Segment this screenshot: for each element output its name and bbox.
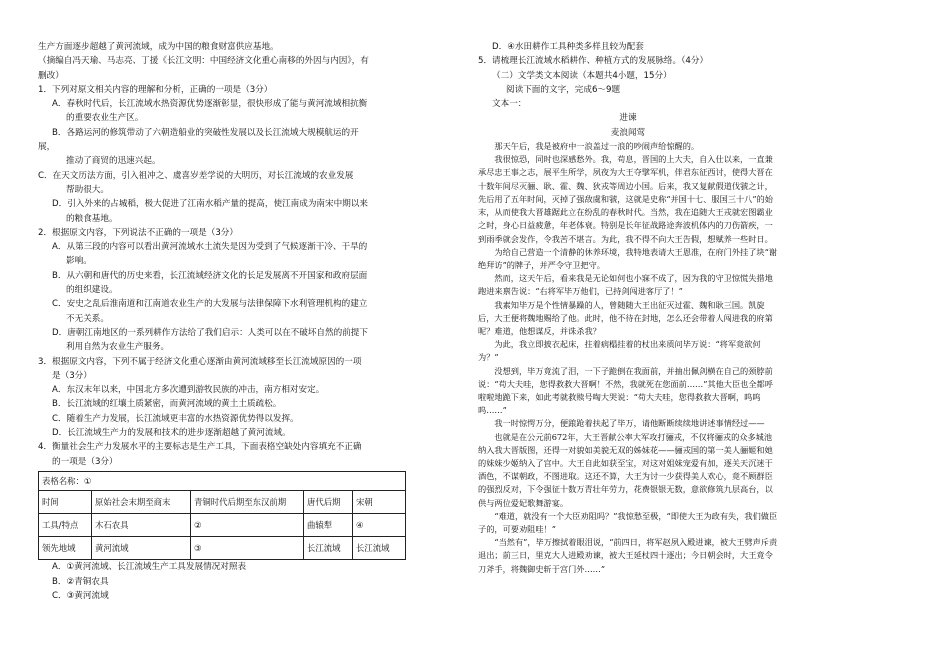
q1-option-c: C．在天文历法方面，引入祖冲之、虞喜岁差学说的大明历，对长江流域的农业发展	[38, 170, 354, 181]
q2-option-d: D．唐朝江南地区的一系列耕作方法给了我们启示：人类可以在不破坏自然的前提下	[52, 327, 368, 338]
q2-option-b: B．从六朝和唐代的历史来看，长江流域经济文化的长足发展离不开国家和政府层面	[52, 270, 368, 281]
citation-end: 删改）	[38, 70, 64, 81]
table-cell: 曲辕犁	[304, 514, 353, 537]
table-cell: 领先地域	[39, 537, 92, 560]
q2-option-a-cont: 影响。	[66, 256, 92, 267]
table-cell: 木石农具	[92, 514, 191, 537]
q4-option-a: A．①黄河流域、长江流域生产工具发展情况对照表	[52, 562, 247, 573]
story-paragraph: 没想到，毕万竟流了泪，一下子跪倒在我面前，并抽出佩剑横在自己的颈脖前说：“苟大夫哇，您得救救大晋啊！不然，我就死在您面前……”其他大臣也全都呼啦啦地跪下来，如此考就救赎号啕大哭说：“苟大夫哇，您得救救大晋啊，呜呜呜……”	[478, 365, 773, 416]
question-4-stem: 4．衡量社会生产力发展水平的主要标志是生产工具，下面表格空缺处内容填充不正确	[38, 442, 362, 453]
citation: （摘编自冯天瑜、马志亮、丁援《长江文明：中国经济文化重心南移的外因与内因》，有	[38, 56, 369, 67]
q4-option-c: C．③黄河流域	[52, 590, 109, 601]
q2-option-c: C．安史之乱后淮南道和江南道农业生产的大发展与法律保障下水利管理机构的建立	[52, 299, 368, 310]
question-5: 5．请梳理长江流域水稻耕作、种植方式的发展脉络。（4分）	[478, 56, 709, 67]
q1-option-d-cont: 的粮食基地。	[66, 213, 118, 224]
tool-table	[38, 471, 406, 560]
story-paragraph: “当然有”，毕万擦拭着眼泪说，“前四日，将军赵夙入殿进谏，被大王劈声斥责退出；前三日，里克大人进殿劝谏，被大王延杖四十逐出；今日朝会时，大王竟令刀斧手，将魏御史斩于宫门外……”	[478, 537, 778, 574]
q1-option-d: D．引入外来的占城稻，极大促进了江南水稻产量的提高，使江南成为南宋中期以来	[52, 199, 368, 210]
q4-option-d: D．④水田耕作工具种类多样且较为配套	[492, 42, 644, 52]
q3-option-d: D．长江流域生产力的发展和技术的进步逐渐超越了黄河流域。	[52, 428, 291, 439]
table-cell: 宋朝	[353, 491, 406, 514]
story-paragraph: “难道，就没有一个大臣劝阻吗？”我惊愁至极，“即使大王为政有失，我们做臣子的，可要劝阻哇！”	[478, 510, 778, 534]
q1-option-c-cont: 帮助很大。	[66, 184, 109, 195]
table-cell: 工具/特点	[39, 514, 92, 537]
q3-option-c: C．随着生产力发展，长江流域更丰富的水热资源优势得以发挥。	[52, 413, 299, 424]
table-cell: 青铜时代后期至东汉前期	[191, 491, 304, 514]
table-cell: ③	[191, 537, 304, 560]
q3-option-a: A．东汉末年以来，中国北方多次遭到游牧民族的冲击，南方相对安定。	[52, 385, 325, 396]
question-4-stem-cont: 的一项是（3分）	[52, 456, 118, 467]
q3-option-b: B．长江流域的红壤土质紧密，而黄河流域的黄土土质疏松。	[52, 399, 282, 410]
q1-option-a-cont: 的重要农业生产区。	[66, 113, 144, 124]
table-row	[39, 514, 406, 537]
q2-option-a: A．从第三段的内容可以看出黄河流域水土流失是因为受到了气候逐渐干冷、干旱的	[52, 242, 368, 253]
table-cell: 时间	[39, 491, 92, 514]
story-title: 进谏	[619, 113, 637, 124]
story-paragraph: 我素知毕万是个性情暴躁的人，曾随随大王出征灭过霍、魏和耿三国。凯旋后，大王便将魏地赐给了他。此时，他不待在封地，怎么还会带着人闯进我的府第呢？难道，他想谋反，并诛杀我？	[478, 299, 773, 336]
text-line: 生产方面逐步超越了黄河流域，成为中国的粮食财富供应基地。	[38, 42, 279, 52]
left-column	[38, 40, 410, 603]
text-label: 文本一：	[492, 99, 527, 110]
table-row	[39, 537, 406, 560]
story-paragraph: 然而，这天午后，看来我是无论如何也小寐不成了，因为我的守卫惊慌失措地跑进来禀告说：“右将军毕万他们，已持剑闯进客厅了！”	[478, 273, 773, 297]
table-cell: 唐代后期	[304, 491, 353, 514]
right-column	[478, 40, 778, 576]
table-title: 表格名称：①	[39, 471, 406, 490]
q2-option-b-cont: 的组织建设。	[66, 285, 118, 296]
question-1-stem: 1．下列对原文相关内容的理解和分析，正确的一项是（3分）	[38, 84, 273, 95]
section-heading: （二）文学类文本阅读（本题共4小题，15分）	[492, 70, 672, 81]
table-cell: 长江流域	[353, 537, 406, 560]
table-cell: 黄河流域	[92, 537, 191, 560]
table-cell: 原始社会末期至商末	[92, 491, 191, 514]
q1-option-b-cont2: 推动了商贸的迅速兴起。	[66, 156, 161, 167]
q2-option-c-cont: 不无关系。	[66, 313, 109, 324]
q1-option-a: A．春秋时代后，长江流域水热资源优势逐渐彰显，很快形成了能与黄河流域相抗衡	[52, 99, 368, 110]
table-cell: ②	[191, 514, 304, 537]
question-2-stem: 2．根据原文内容，下列说法不正确的一项是（3分）	[38, 227, 238, 238]
question-3-stem-cont: 是（3分）	[52, 370, 92, 381]
story-paragraph: 也就是在公元前672年，大王晋献公率大军攻打骊戎，不仅将骊戎的众多城池纳入我大晋版图，还得一对貌如美貌无双的姊妹花——骊戎国的第一美人骊姬和她的妹妹少姬纳入了宫中。大王自此如获至宝，对这对姐妹宠爱有加，逐关天沉迷于酒色，不谋朝政，不图进取。这还不算，大王为讨一少获得美人欢心，竟不顾群臣的强烈反对，下令强征十数万青壮年劳力，花费银银无数，意欲修筑九层高台，以供与两位爱妃歌舞游宴。	[478, 431, 773, 508]
story-paragraph: 那天午后，我是被府中一浪盖过一浪的吵闹声给惊醒的。	[494, 141, 700, 152]
reading-instruction: 阅读下面的文字，完成6～9题	[506, 84, 621, 95]
q2-option-d-cont: 利用自然为农业生产服务。	[66, 342, 170, 353]
story-body	[478, 140, 778, 576]
table-cell: 长江流域	[304, 537, 353, 560]
q1-option-b-cont: 展，	[38, 142, 56, 153]
story-paragraph: 为给自己营造一个清静的休养环境，我特地表请大王恩准，在府门外挂了块“谢绝拜访”的牌子，并严令守卫把守。	[478, 246, 777, 270]
q1-option-b: B．各路运河的修筑带动了六朝造船业的突破性发展以及长江流域大规模航运的开	[52, 127, 359, 138]
table-row	[39, 491, 406, 514]
question-3-stem: 3．根据原文内容，下列不属于经济文化重心逐渐由黄河流域移至长江流域原因的一项	[38, 356, 362, 367]
table-cell: ④	[353, 514, 406, 537]
story-author: 麦浪闻莺	[610, 127, 646, 138]
q4-option-b: B．②青铜农具	[52, 576, 109, 587]
story-paragraph: 为此，我立即披衣起床，拄着病榻挂着的杖出来质问毕万说：“将军竟欲何为？”	[478, 339, 761, 363]
story-paragraph: 我一时惊愕万分，便踉跄着扶起了毕万，请他断断续续地讲述事情经过——	[494, 418, 765, 429]
story-paragraph: 我很惊恐，同时也深感愁外。我，苟息，晋国的上大夫，自入仕以来，一直兼承尽忠王事之志，展平生所学，夙夜为大王夺擘军机，伴君东征西讨，使得大晋在十数年间尽灭骊、耿、霍、魏、狄戎等周边小国。后来，我又复献假道伐虢之计，先后用了五年时间，灭掉了强敌虞和虢，这就是史称“并国十七、服国三十八”的始末，从而使我大晋雄踞此立在纷乱的春秋时代。当然，我在追随大王戎就宏图霸业之时，身心日益疲惫，年老体衰。特别是长年征战路途奔波机体内的刀伤箭疾，一到雨季就会发作，令我苦不堪言。为此，我不得不向大王告假，想赋养一些时日。	[478, 154, 773, 244]
